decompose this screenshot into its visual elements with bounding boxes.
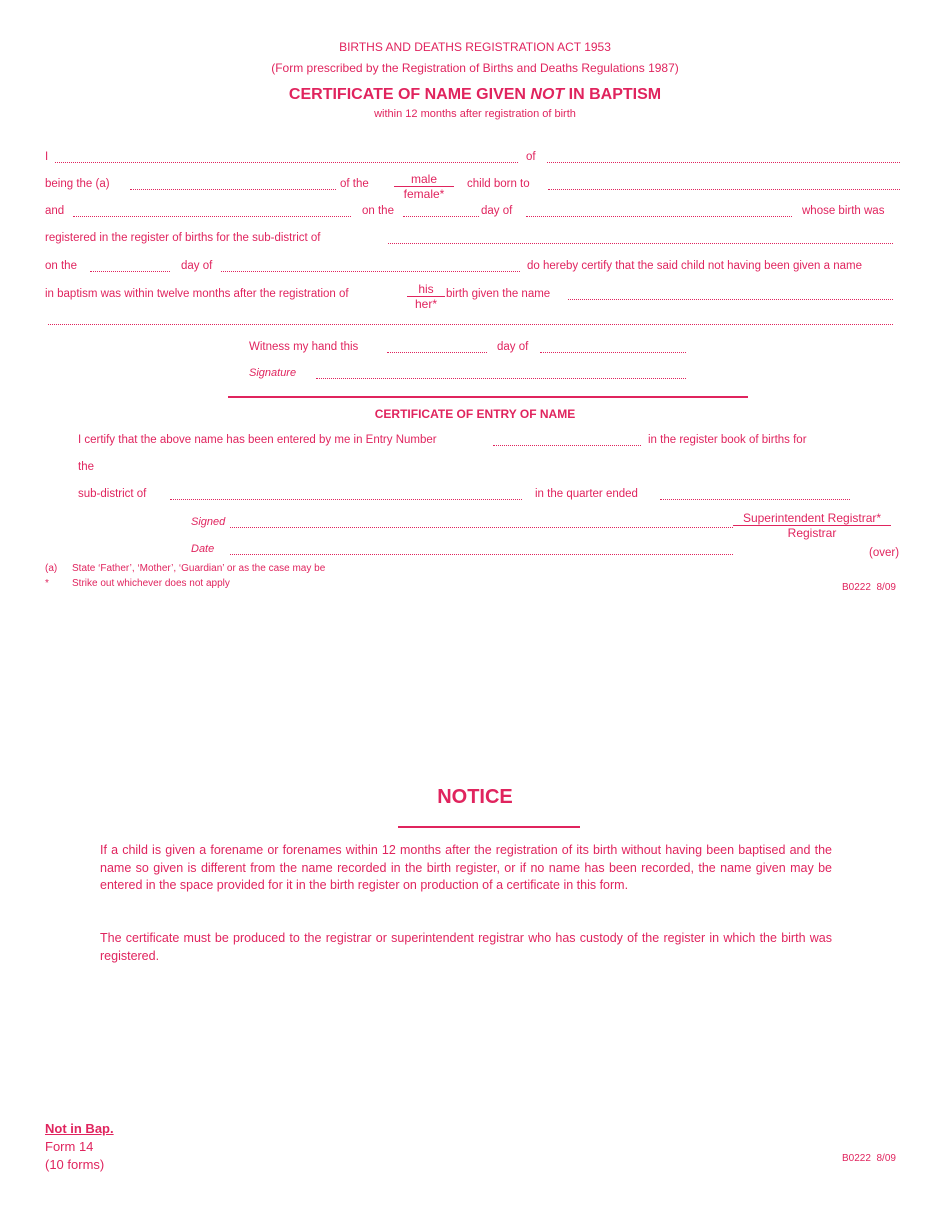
registration-month-field[interactable]	[221, 271, 520, 272]
given-name-continuation-field[interactable]	[48, 324, 893, 325]
note-a-key: (a)	[45, 563, 58, 574]
given-name-field[interactable]	[568, 299, 893, 300]
entry-subdistrict-field[interactable]	[170, 499, 522, 500]
note-star-key: *	[45, 578, 49, 589]
line3-and: and	[45, 205, 65, 217]
witness-day-field[interactable]	[387, 352, 487, 353]
title-not: NOT	[530, 86, 565, 103]
pronoun-her[interactable]: her*	[414, 297, 437, 311]
footer-label: Not in Bap.	[45, 1121, 114, 1136]
note-star-text: Strike out whichever does not apply	[72, 578, 230, 589]
note-a-text: State ‘Father’, ‘Mother’, ‘Guardian’ or as the case may be	[72, 563, 326, 574]
informant-name-field[interactable]	[55, 162, 518, 163]
footer-form: Form 14	[45, 1139, 94, 1154]
entry-line2: the	[78, 461, 94, 473]
second-parent-field[interactable]	[73, 216, 351, 217]
line6-text: in baptism was within twelve months after the registration of	[45, 288, 349, 300]
signature-label: Signature	[249, 367, 297, 379]
line3-day: day of	[481, 205, 513, 217]
page-title	[0, 86, 950, 104]
title-part-b: IN BAPTISM	[564, 86, 662, 103]
superintendent-registrar[interactable]: Superintendent Registrar*	[733, 511, 891, 526]
registrar-choice[interactable]	[733, 511, 891, 540]
entry-quarter: in the quarter ended	[535, 488, 638, 500]
informant-address-field[interactable]	[547, 162, 900, 163]
quarter-ended-field[interactable]	[660, 499, 850, 500]
line5-on: on the	[45, 260, 77, 272]
entry-line3: sub-district of	[78, 488, 147, 500]
entry-title: CERTIFICATE OF ENTRY OF NAME	[374, 407, 576, 421]
date-field[interactable]	[230, 554, 733, 555]
line2-child: child born to	[467, 178, 530, 190]
form-code-top: B0222 8/09	[842, 582, 896, 593]
notice-paragraph-1: If a child is given a forename or forenames within 12 months after the registration of its birth without having been baptised and the name so given is different from the name recorded in the birth register, or if no name has been recorded, the name given may be entered in the space provided for it in the birth register on production of a certificate in this form.	[100, 843, 832, 892]
line2-ofthe: of the	[340, 178, 369, 190]
date-label: Date	[191, 543, 215, 555]
line3-on: on the	[362, 205, 394, 217]
relationship-field[interactable]	[130, 189, 336, 190]
line3-whose: whose birth was	[802, 205, 885, 217]
line2-being: being the (a)	[45, 178, 110, 190]
notice-underline	[398, 826, 580, 828]
pronoun-choice[interactable]	[407, 282, 445, 311]
line6-given: birth given the name	[446, 288, 551, 300]
line1-i: I	[45, 151, 49, 163]
sex-male[interactable]: male	[394, 172, 454, 187]
parent-name-field[interactable]	[548, 189, 900, 190]
line5-certify: do hereby certify that the said child not having been given a name	[527, 260, 862, 272]
birth-day-field[interactable]	[403, 216, 479, 217]
line1-of: of	[526, 151, 536, 163]
birth-month-field[interactable]	[526, 216, 792, 217]
prescribed-note: (Form prescribed by the Registration of Births and Deaths Regulations 1987)	[271, 61, 679, 75]
page-subtitle: within 12 months after registration of birth	[374, 108, 576, 120]
title-part-a: CERTIFICATE OF NAME GIVEN	[288, 86, 531, 103]
registrar[interactable]: Registrar	[787, 526, 837, 540]
pronoun-his[interactable]: his	[407, 282, 445, 297]
subdistrict-field[interactable]	[388, 243, 893, 244]
witness-label: Witness my hand this	[249, 341, 359, 353]
notice-title: NOTICE	[437, 786, 513, 808]
witness-day-of: day of	[497, 341, 529, 353]
registration-day-field[interactable]	[90, 271, 170, 272]
line4-registered: registered in the register of births for the sub-district of	[45, 232, 321, 244]
over-label: (over)	[869, 547, 900, 559]
signed-field[interactable]	[230, 527, 733, 528]
footer-count: (10 forms)	[45, 1157, 105, 1172]
sex-female[interactable]: female*	[403, 187, 445, 201]
sex-choice[interactable]	[394, 172, 454, 201]
signed-label: Signed	[191, 516, 226, 528]
act-title: BIRTHS AND DEATHS REGISTRATION ACT 1953	[339, 40, 611, 54]
notice-paragraph-2: The certificate must be produced to the registrar or superintendent registrar who has custody of the register in which the birth was registered.	[100, 931, 832, 963]
signature-field[interactable]	[316, 378, 686, 379]
section-divider	[228, 396, 748, 398]
line5-day: day of	[181, 260, 213, 272]
form-code-bottom: B0222 8/09	[842, 1153, 896, 1164]
entry-line1: I certify that the above name has been entered by me in Entry Number	[78, 434, 437, 446]
witness-month-field[interactable]	[540, 352, 686, 353]
entry-line1-b: in the register book of births for	[648, 434, 807, 446]
entry-number-field[interactable]	[493, 445, 641, 446]
